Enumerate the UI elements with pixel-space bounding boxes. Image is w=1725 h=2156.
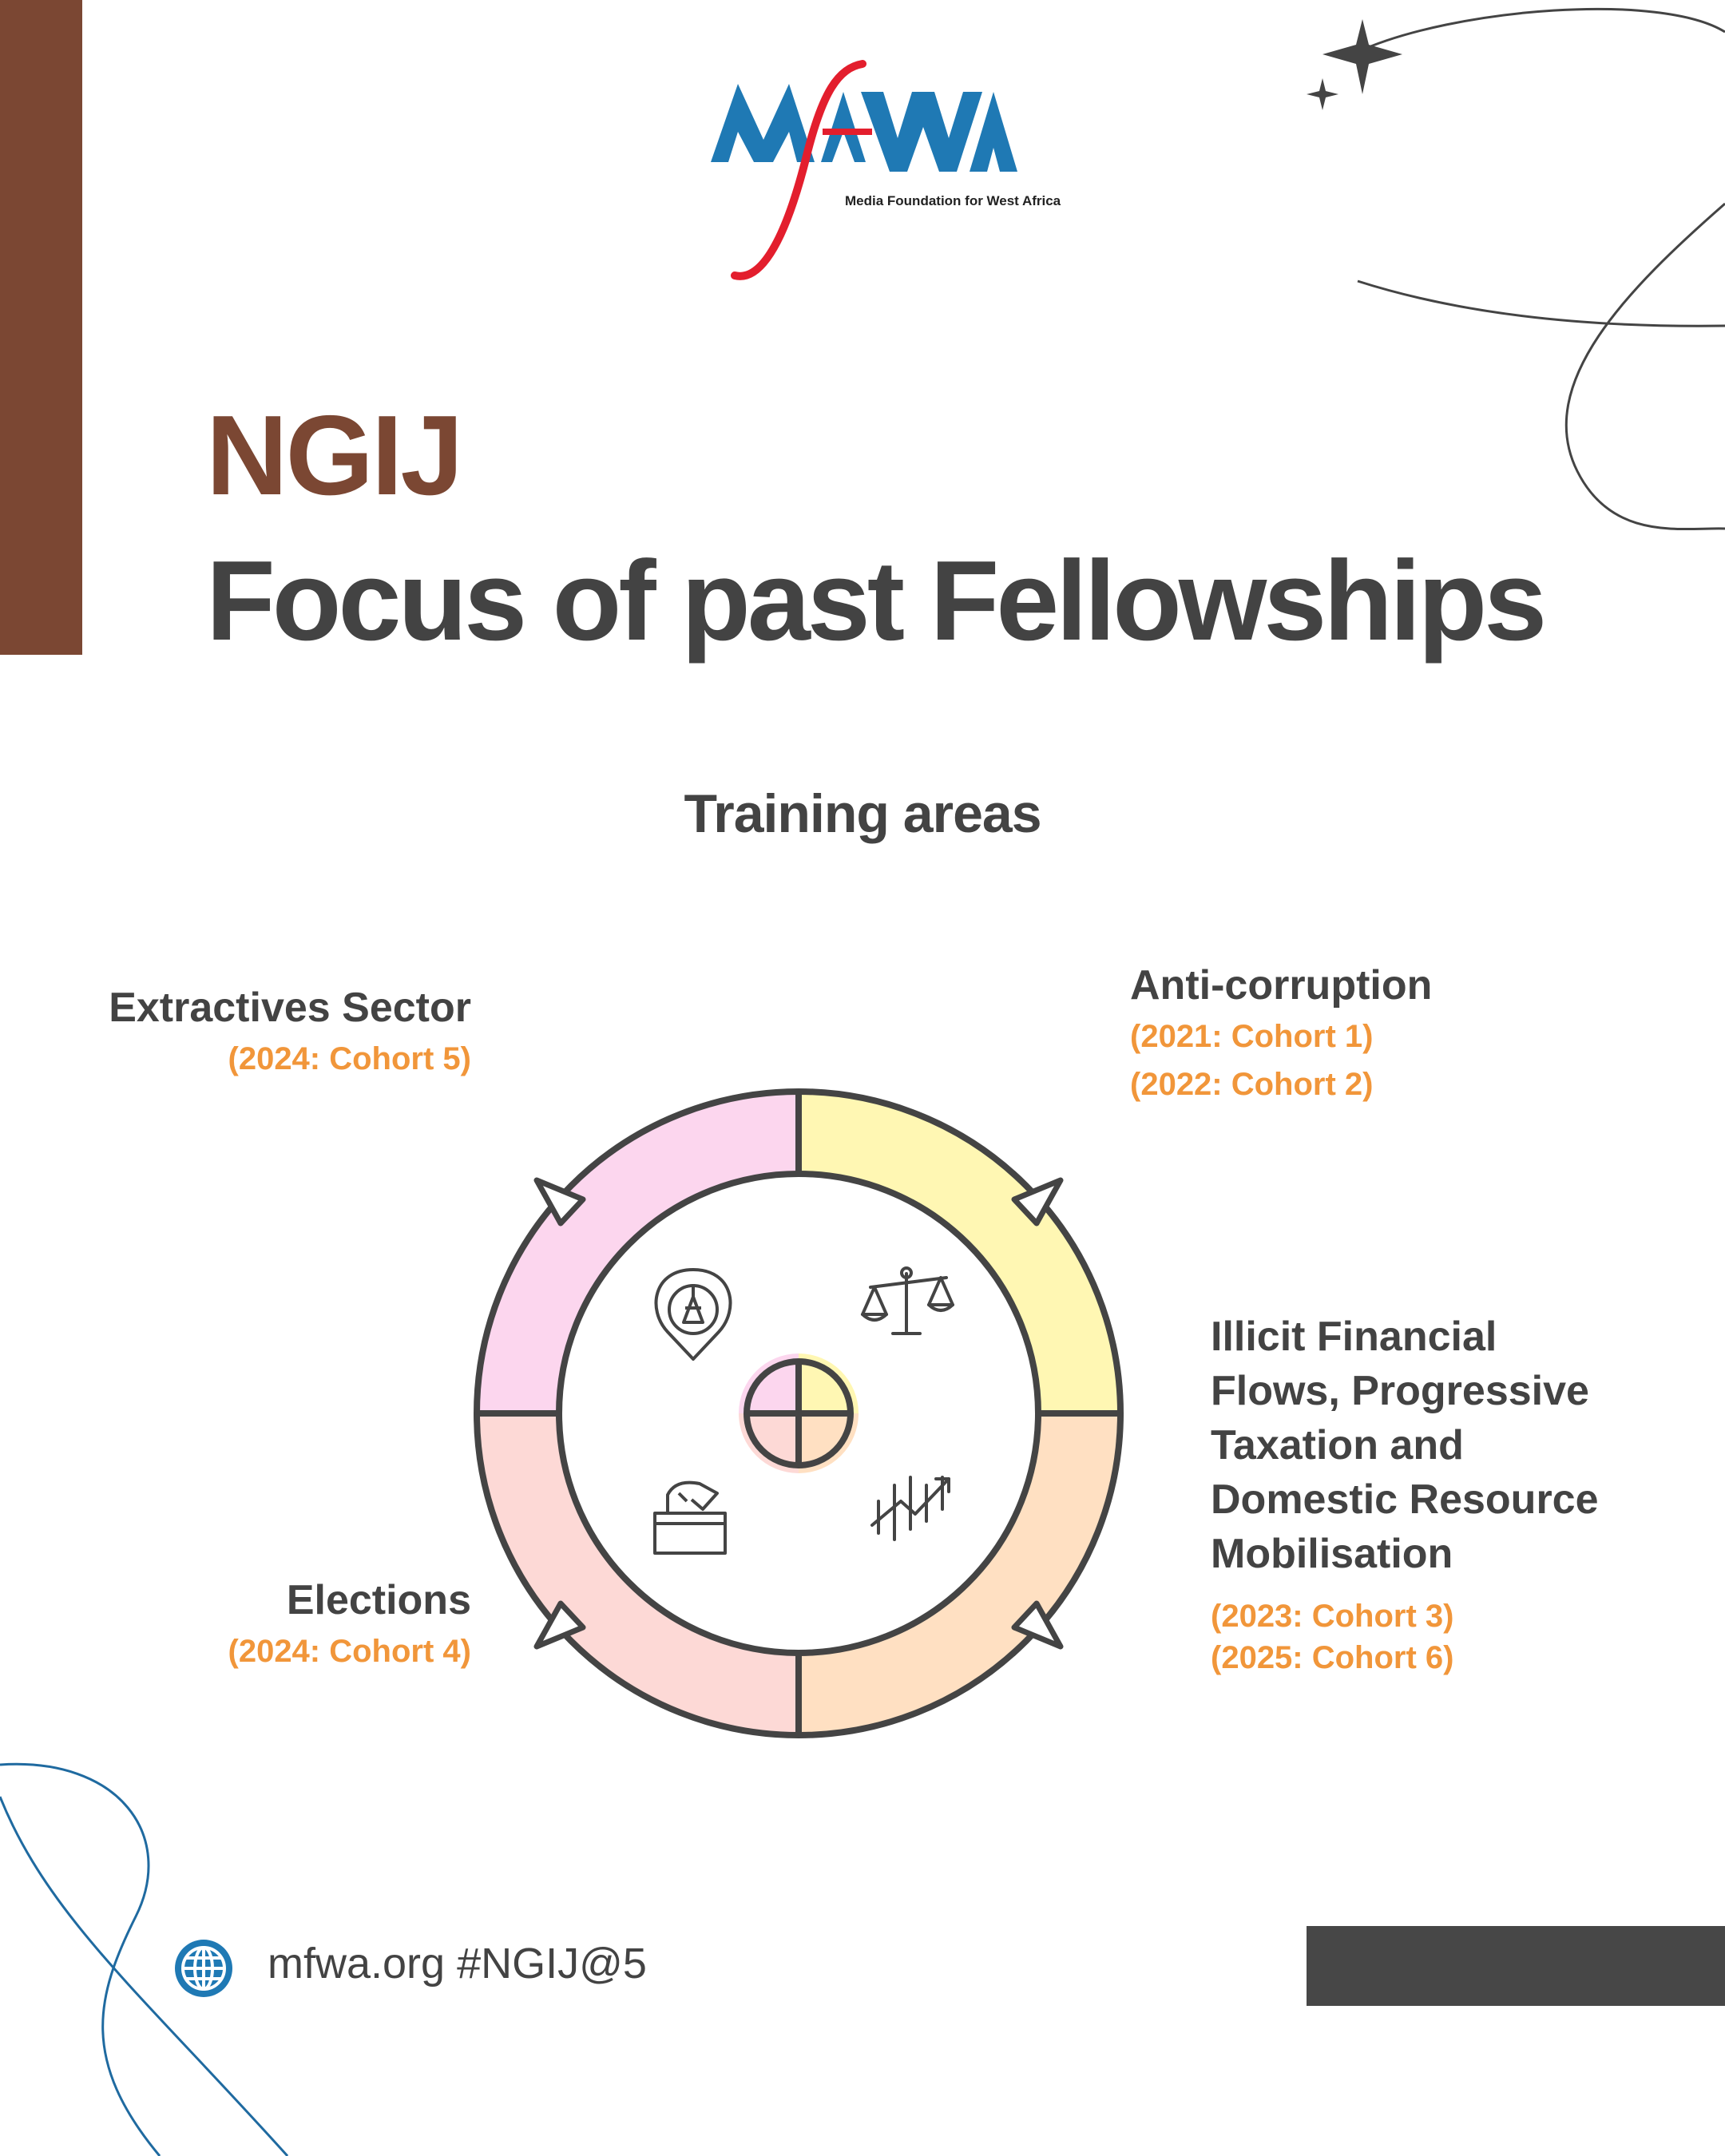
bottom-dark-bar — [1307, 1926, 1725, 2006]
area-illicit-financial-flows — [1211, 1310, 1706, 1678]
area-elections — [72, 1573, 471, 1675]
diagram-heading: Training areas — [684, 783, 1041, 844]
program-name: NGIJ — [206, 392, 462, 519]
area-anti-corruption — [1130, 958, 1625, 1108]
logo-tagline: Media Foundation for West Africa — [845, 193, 1061, 208]
sparkle-large-icon — [1322, 19, 1402, 94]
area-extractives — [72, 981, 471, 1083]
area-title: Anti-corruption — [1130, 962, 1433, 1009]
page-title: Focus of past Fellowships — [206, 537, 1545, 664]
footer-website-link[interactable]: mfwa.org #NGIJ@5 — [268, 1940, 647, 1988]
globe-icon — [172, 1936, 236, 2000]
training-areas-wheel — [463, 1078, 1134, 1749]
area-title: Illicit Financial Flows, Progressive Taxation and Domestic Resource Mobilisation — [1211, 1314, 1599, 1577]
area-cohort: (2023: Cohort 3) — [1211, 1599, 1454, 1634]
area-title: Elections — [286, 1577, 471, 1623]
area-cohort: (2022: Cohort 2) — [1130, 1067, 1374, 1102]
area-title: Extractives Sector — [109, 985, 471, 1031]
area-cohort: (2024: Cohort 5) — [228, 1041, 471, 1076]
sparkle-small-icon — [1307, 78, 1338, 110]
area-cohort: (2024: Cohort 4) — [228, 1634, 471, 1669]
mfwa-logo — [703, 60, 1061, 291]
area-cohort: (2025: Cohort 6) — [1211, 1640, 1454, 1675]
area-cohort: (2021: Cohort 1) — [1130, 1019, 1374, 1054]
